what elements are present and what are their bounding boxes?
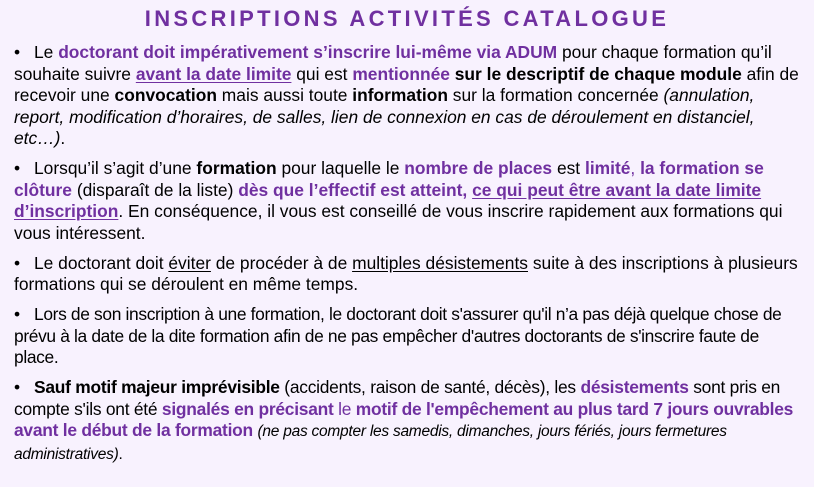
text-segment: mentionnée	[352, 63, 450, 84]
text-segment: doctorant doit impérativement s’inscrire lui-même via ADUM	[58, 42, 558, 62]
text-segment: de procéder à de	[210, 252, 353, 273]
bullet-item-limited-places	[14, 158, 806, 244]
text-segment: limité	[584, 158, 631, 178]
text-segment: .	[118, 445, 123, 463]
bullet-icon: •	[14, 158, 21, 178]
bullet-item-avoid-withdrawals	[14, 253, 806, 296]
text-segment: ,	[630, 158, 641, 178]
text-segment: désistements	[580, 377, 689, 397]
text-segment: .	[60, 128, 66, 148]
text-segment: (disparaît de la liste)	[71, 179, 239, 200]
text-segment: Le doctorant doit	[34, 252, 169, 273]
text-segment: (annulation, report, modification d’horaires, de salles, lien de connexion en cas de déroulement en distanciel, etc…)	[14, 85, 755, 148]
text-segment: Le	[34, 42, 59, 62]
text-segment: Lors de son inscription à une formation, le doctorant doit s'assurer qu'il n’a pas déjà quelque chose de prévu à la date de la dite formation afin de ne pas empêcher d'autres doctorants de s'inscrire faute de place.	[14, 304, 782, 367]
page-title: INSCRIPTIONS ACTIVITÉS CATALOGUE	[144, 6, 670, 31]
text-segment: la formation se clôture	[14, 158, 764, 200]
text-segment: Sauf motif majeur imprévisible	[34, 377, 280, 397]
text-segment: qui est	[291, 63, 353, 84]
text-segment: le	[333, 398, 356, 419]
text-segment: formation	[196, 158, 277, 178]
text-segment: pour chaque formation qu’il souhaite suivre	[14, 42, 772, 84]
bullet-item-online-registration	[14, 42, 806, 150]
text-segment: information	[352, 85, 448, 105]
bullet-item-check-availability	[14, 304, 806, 369]
bullet-icon: •	[14, 377, 20, 397]
text-segment: signalés en précisant	[161, 398, 334, 419]
bullet-list	[14, 42, 806, 474]
text-segment: nombre de places	[404, 158, 553, 178]
text-segment: Lorsqu’il s’agit d’une	[34, 158, 197, 178]
text-segment: (ne pas compter les samedis, dimanches, jours fériés, jours fermetures administratives)	[14, 423, 727, 463]
text-segment: . En conséquence, il vous est conseillé de vous inscrire rapidement aux formations qui vous intéressent.	[14, 201, 783, 243]
text-segment: mais aussi toute	[216, 85, 353, 105]
text-segment: sont pris en compte s'ils ont été	[14, 377, 781, 419]
bullet-icon: •	[14, 252, 21, 273]
text-segment: motif de l'empêchement au plus tard 7 jours ouvrables avant le début de la formation	[14, 398, 794, 440]
text-segment: suite à des inscriptions à plusieurs formations qui se déroulent en même temps.	[14, 252, 798, 294]
text-segment: afin de recevoir une	[14, 63, 799, 105]
text-segment: sur la formation concernée	[447, 85, 664, 105]
text-segment: est	[552, 158, 585, 178]
bullet-icon: •	[14, 42, 21, 62]
text-segment: dès que l’effectif est atteint,	[238, 179, 468, 200]
text-segment: pour laquelle le	[276, 158, 405, 178]
text-segment: multiples désistements	[352, 252, 528, 273]
text-segment: avant la date limite	[135, 63, 292, 84]
bullet-icon: •	[14, 304, 20, 324]
text-segment: sur le descriptif de chaque module	[454, 63, 742, 84]
bullet-item-withdrawal-policy	[14, 377, 806, 465]
text-segment: convocation	[114, 85, 217, 105]
text-segment: ce qui peut être avant la date limite d’inscription	[14, 179, 762, 221]
text-segment: éviter	[168, 252, 211, 273]
text-segment: (accidents, raison de santé, décès), les	[279, 377, 581, 397]
